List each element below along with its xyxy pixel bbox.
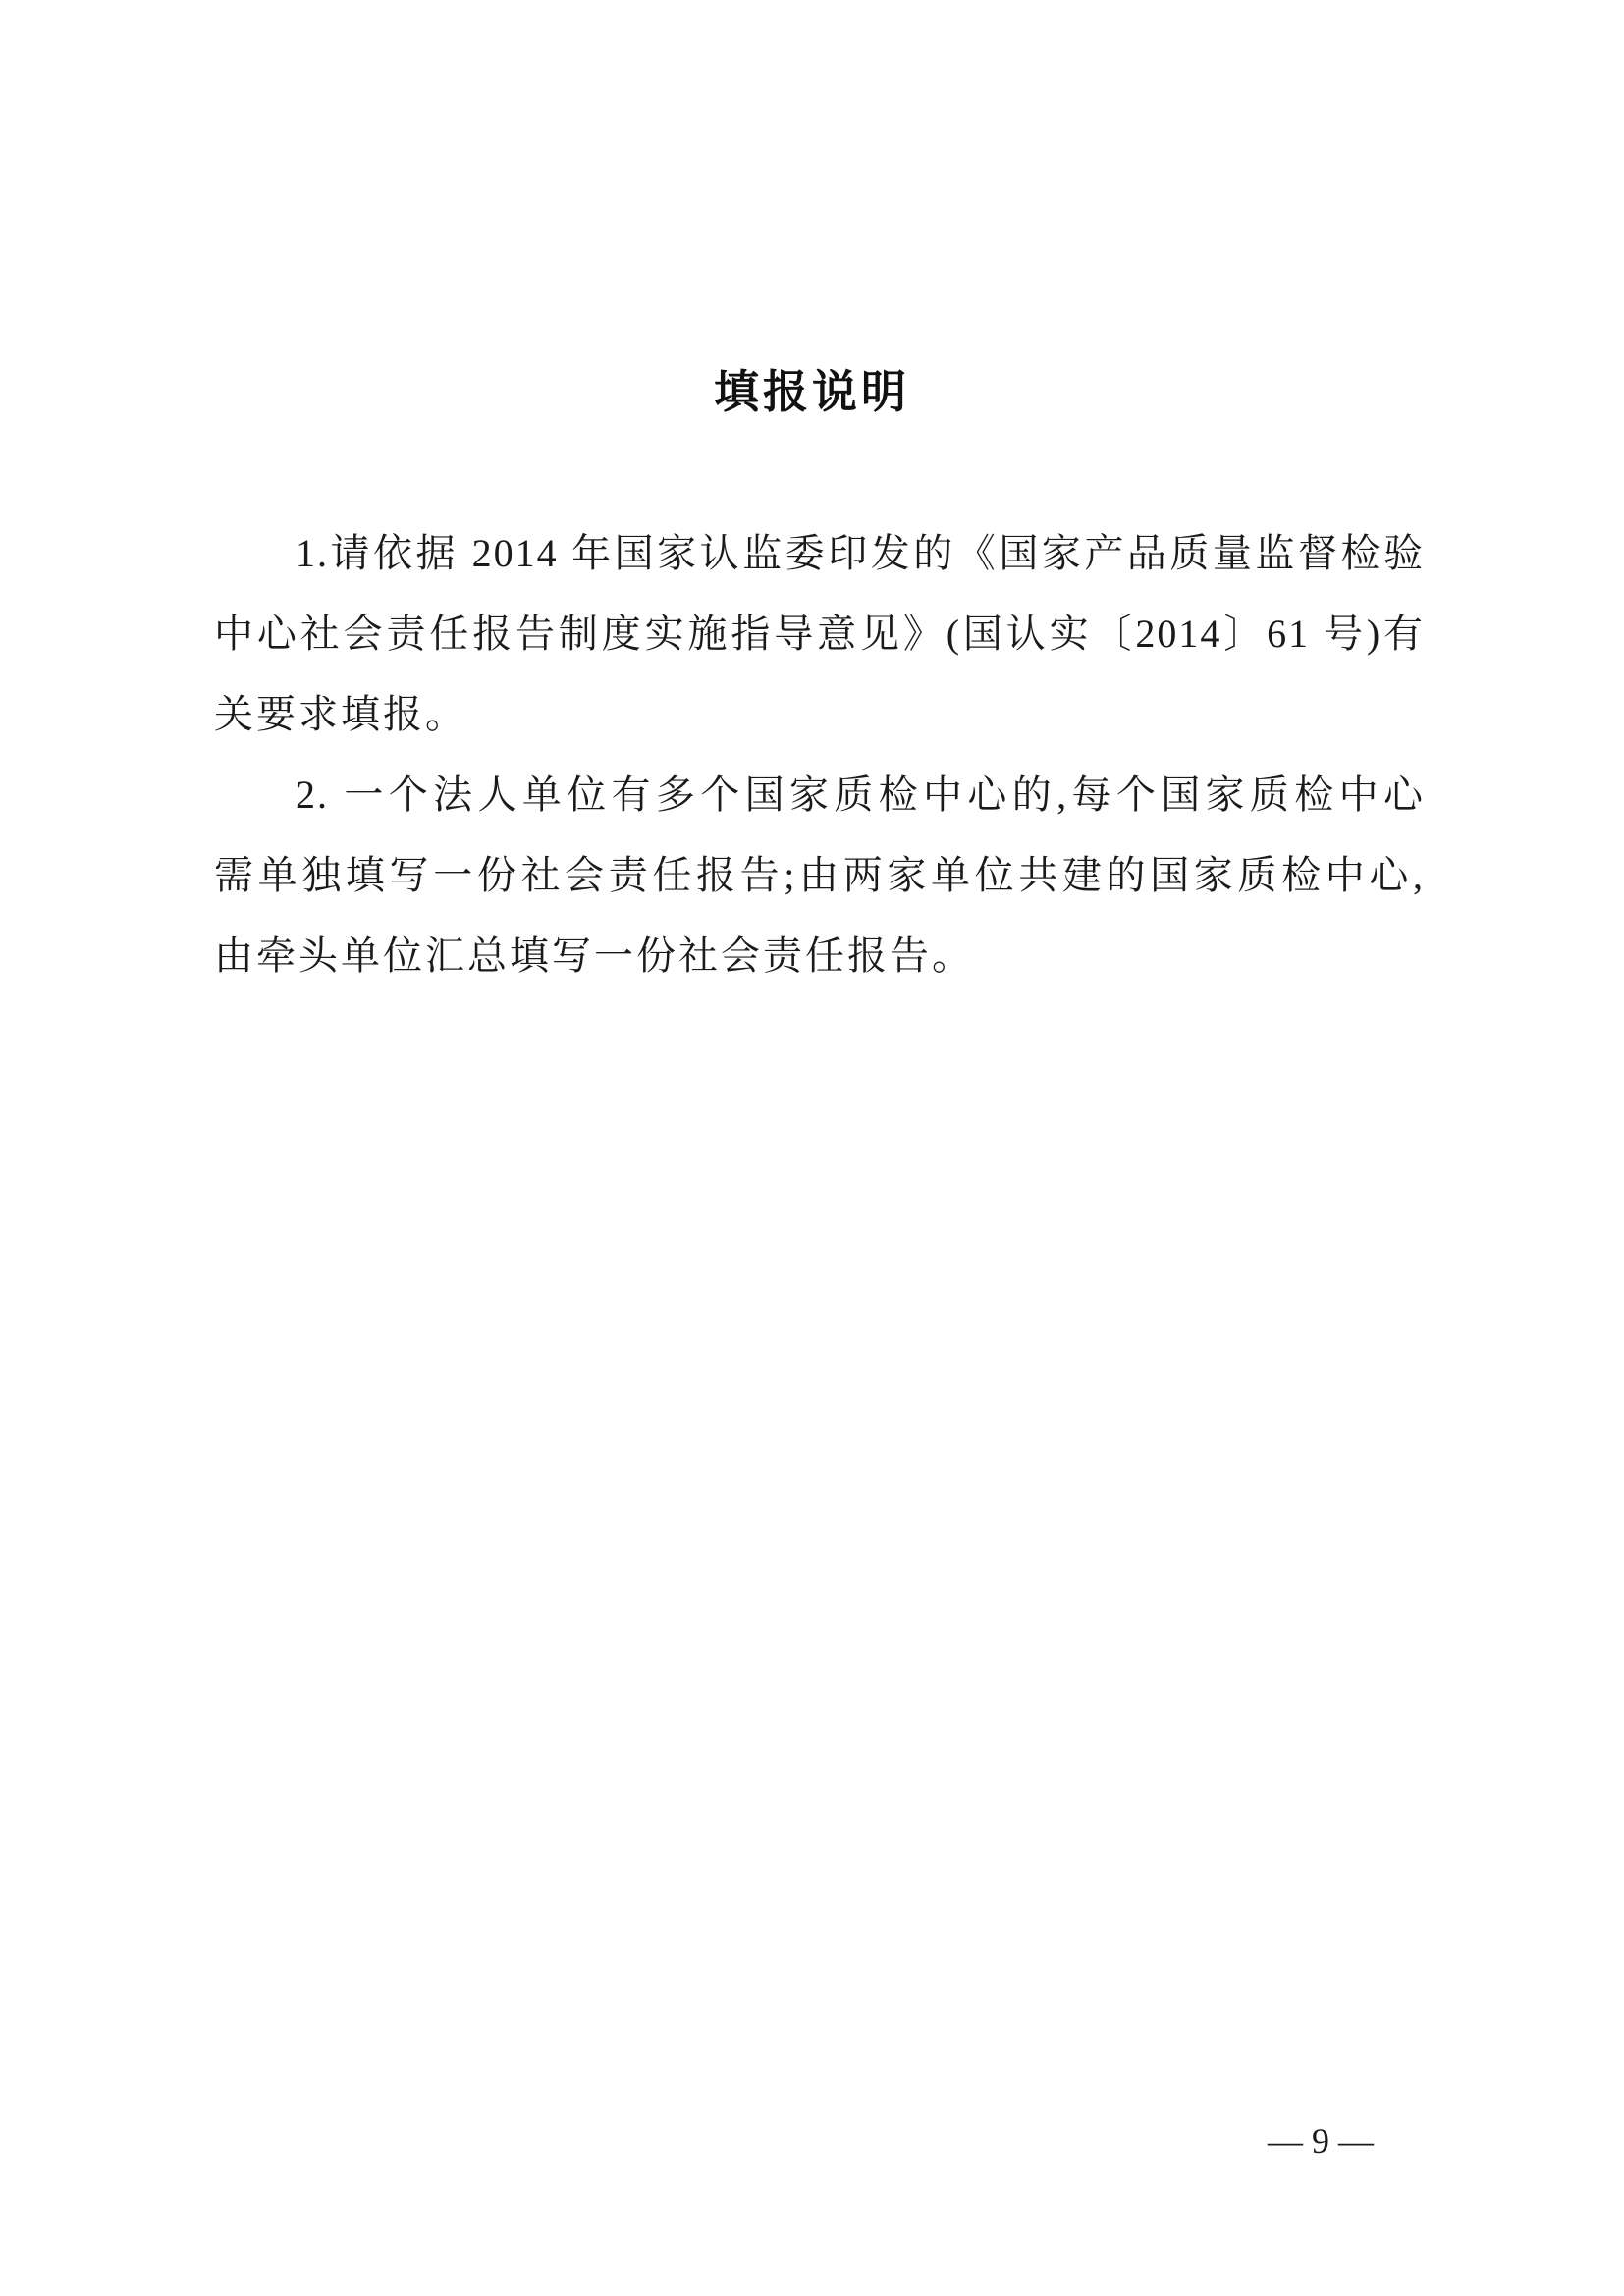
paragraph-line: 由牵头单位汇总填写一份社会责任报告。: [214, 934, 974, 978]
paragraph-line: 需单独填写一份社会责任报告;由两家单位共建的国家质检中心,: [214, 853, 1425, 897]
paragraph-line: 1.请依据 2014 年国家认监委印发的《国家产品质量监督检验: [296, 531, 1425, 575]
document-title: 填报说明: [714, 365, 910, 418]
document-body: [214, 513, 1425, 996]
paragraph-1: [214, 513, 1425, 755]
paragraph-line: 关要求填报。: [214, 692, 467, 736]
page-number: — 9 —: [1268, 2121, 1374, 2161]
paragraph-line: 2. 一个法人单位有多个国家质检中心的,每个国家质检中心: [296, 773, 1425, 817]
paragraph-2: [214, 755, 1425, 996]
paragraph-line: 中心社会责任报告制度实施指导意见》(国认实〔2014〕61 号)有: [214, 612, 1425, 656]
